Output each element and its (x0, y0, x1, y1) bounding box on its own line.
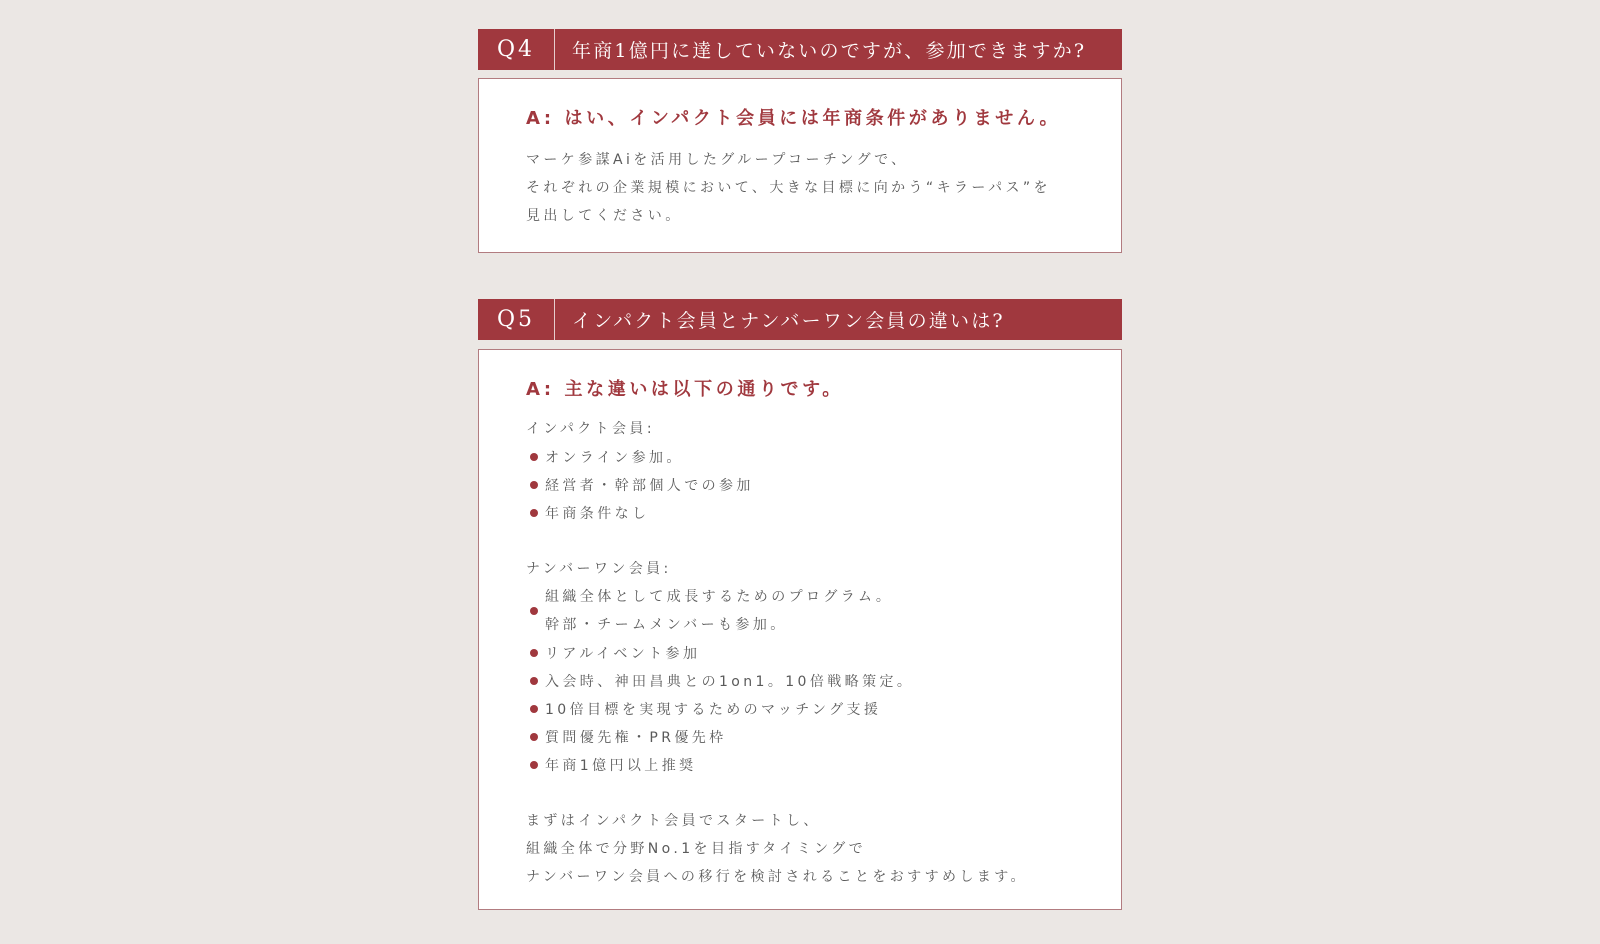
list-item-text: 幹部・チームメンバーも参加。 (545, 617, 788, 633)
closing-line: ナンバーワン会員への移行を検討されることをおすすめします。 (526, 869, 1028, 885)
list-item-text: 質問優先権・PR優先枠 (545, 730, 727, 746)
bullet-dot (530, 607, 538, 615)
bullet-dot (530, 761, 538, 769)
list-item (526, 667, 1121, 695)
q4-answer-line: それぞれの企業規模において、大きな目標に向かう“キラーパス”を (526, 180, 1051, 196)
list-item (526, 499, 1121, 527)
q4-answer-line: 見出してください。 (526, 208, 683, 224)
list-item-text: 組織全体として成長するためのプログラム。 (545, 589, 894, 605)
bullet-dot (530, 677, 538, 685)
list-item-text: 入会時、神田昌典との1on1。10倍戦略策定。 (545, 674, 915, 690)
bullet-dot (530, 649, 538, 657)
list-item-text: オンライン参加。 (545, 450, 684, 466)
q4-number: Q4 (478, 29, 555, 70)
list-item (526, 723, 1121, 751)
bullet-dot (530, 509, 538, 517)
list-item (526, 443, 1121, 471)
list-item-text: 経営者・幹部個人での参加 (545, 478, 754, 494)
q5-answer-box (478, 349, 1122, 910)
list-item-text: 年商条件なし (545, 506, 650, 522)
number-one-member-label: ナンバーワン会員: (526, 561, 672, 577)
list-item-text: リアルイベント参加 (545, 646, 701, 662)
bullet-dot (530, 733, 538, 741)
list-item-text: 年商1億円以上推奨 (545, 758, 697, 774)
list-item (526, 751, 1121, 779)
q5-answer-title: A: 主な違いは以下の通りです。 (526, 379, 844, 400)
list-item-text: 10倍目標を実現するためのマッチング支援 (545, 702, 882, 718)
list-item (526, 583, 1121, 639)
closing-line: まずはインパクト会員でスタートし、 (526, 813, 821, 829)
bullet-dot (530, 453, 538, 461)
bullet-dot (530, 481, 538, 489)
q4-answer-title: A: はい、インパクト会員には年商条件がありません。 (526, 108, 1062, 129)
impact-member-label: インパクト会員: (526, 421, 655, 437)
list-item (526, 695, 1121, 723)
list-item (526, 639, 1121, 667)
q4-answer-box (478, 78, 1122, 253)
q4-answer-line: マーケ参謀Aiを活用したグループコーチングで、 (526, 152, 909, 168)
list-item (526, 471, 1121, 499)
q5-question: インパクト会員とナンバーワン会員の違いは? (572, 310, 1005, 332)
q5-header (478, 299, 1122, 340)
q4-question: 年商1億円に達していないのですが、参加できますか? (572, 40, 1087, 62)
closing-line: 組織全体で分野No.1を目指すタイミングで (526, 841, 867, 857)
q4-header (478, 29, 1122, 70)
bullet-dot (530, 705, 538, 713)
q5-number: Q5 (478, 299, 555, 340)
